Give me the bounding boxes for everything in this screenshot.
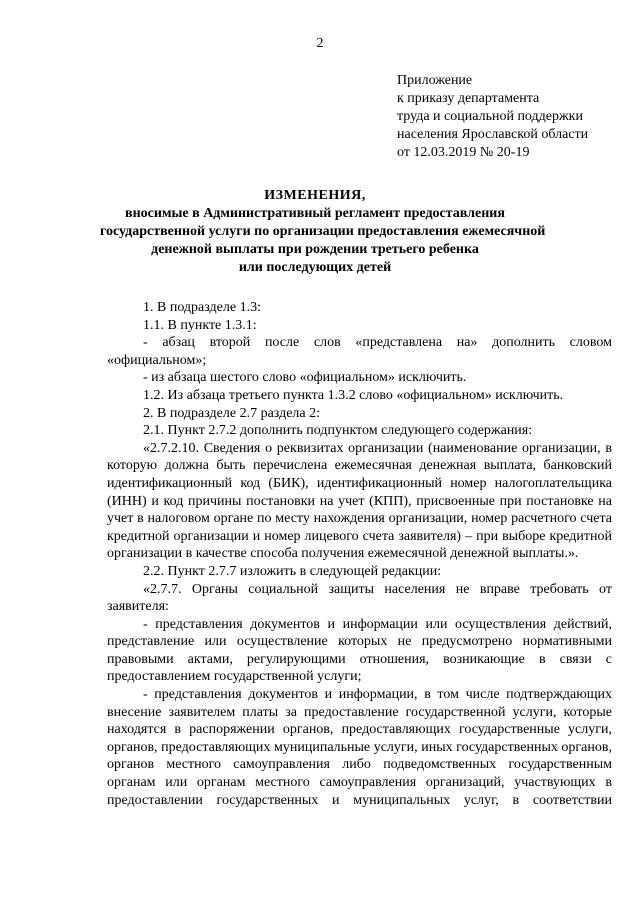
paragraph: 1.1. В пункте 1.3.1: bbox=[143, 317, 257, 333]
paragraph: «2.7.7. Органы социальной защиты населения не вправе требовать от заявителя: bbox=[107, 581, 612, 615]
paragraph: 1. В подразделе 1.3: bbox=[143, 300, 261, 315]
appendix-line: к приказу департамента bbox=[397, 91, 540, 106]
document-title bbox=[100, 187, 546, 277]
paragraph: 2. В подразделе 2.7 раздела 2: bbox=[143, 405, 320, 421]
appendix-header bbox=[397, 72, 588, 162]
title-subtitle-line: денежной выплаты при рождении третьего ребенка bbox=[151, 242, 479, 257]
page-number: 2 bbox=[316, 36, 324, 51]
appendix-line: Приложение bbox=[397, 73, 473, 88]
appendix-line: от 12.03.2019 № 20-19 bbox=[397, 145, 530, 160]
title-subtitle-line: или последующих детей bbox=[238, 260, 392, 275]
paragraph: - представления документов и информации, в том числе подтверждающих внесение заявителем платы за предоставление государственной услуги, которые находятся в распоряжении органов, предоставляющих государственные услуги, органов, предоставляющих муниципальные услуги, иных государственных органов, органов местного самоуправления либо подведомственных государственным органам или органам местного самоуправления организаций, участвующих в предоставлении государственных и муниципальных услуг, в соответствии bbox=[107, 687, 612, 808]
paragraph: - абзац второй после слов «представлена на» дополнить словом «официальном»; bbox=[107, 335, 612, 368]
paragraph: 2.1. Пункт 2.7.2 дополнить подпунктом следующего содержания: bbox=[143, 423, 533, 439]
appendix-line: труда и социальной поддержки bbox=[397, 109, 583, 124]
paragraph: - из абзаца шестого слово «официальном» исключить. bbox=[143, 370, 467, 386]
paragraph: 2.2. Пункт 2.7.7 изложить в следующей редакции: bbox=[143, 563, 442, 579]
title-main: ИЗМЕНЕНИЯ, bbox=[264, 188, 366, 203]
paragraph: 1.2. Из абзаца третьего пункта 1.3.2 слово «официальном» исключить. bbox=[143, 387, 564, 403]
title-subtitle-line: государственной услуги по организации предоставления ежемесячной bbox=[100, 224, 546, 239]
paragraph: «2.7.2.10. Сведения о реквизитах организации (наименование организации, в которую должна быть перечислена ежемесячная денежная выплата, банковский идентификационный код (БИК), идентификационный номер налогоплательщика (ИНН) и код причины постановки на учет (КПП), присвоенные при постановке на учет в налоговом органе по месту нахождения организации, номер расчетного счета кредитной организации и номер лицевого счета заявителя) – при выборе кредитной организации в качестве способа получения ежемесячной денежной выплаты.». bbox=[107, 440, 612, 562]
title-subtitle-line: вносимые в Административный регламент предоставления bbox=[125, 206, 505, 221]
document-body bbox=[107, 299, 612, 809]
appendix-line: населения Ярославской области bbox=[397, 127, 589, 142]
paragraph: - представления документов и информации или осуществления действий, представление или осуществление которых не предусмотрено нормативными правовыми актами, регулирующими отношения, возникающие в связи с предоставлением государственной услуги; bbox=[107, 616, 612, 685]
